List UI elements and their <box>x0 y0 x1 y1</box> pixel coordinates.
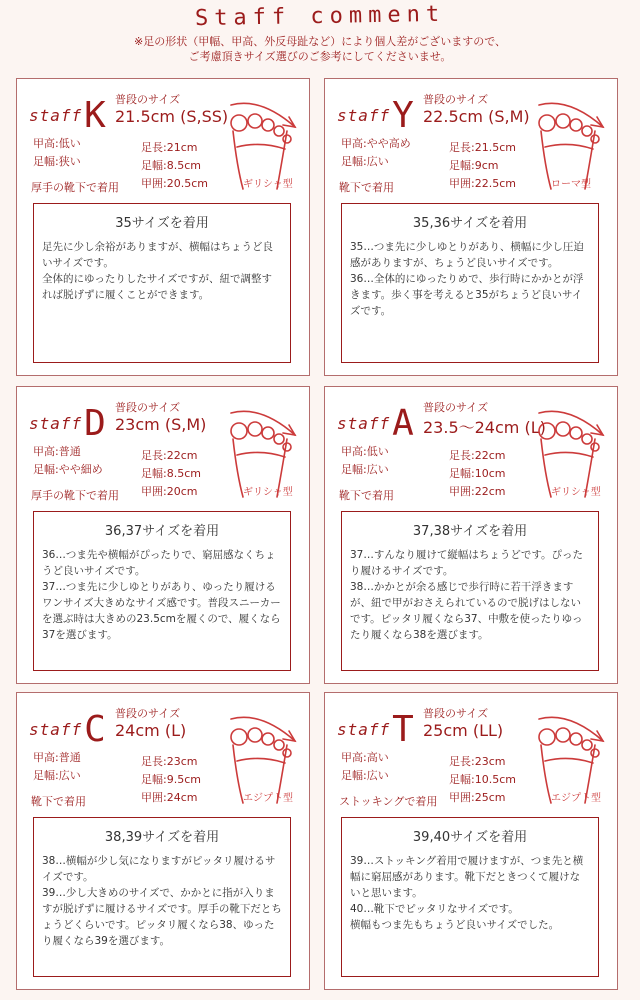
staff-initial: C <box>84 709 107 750</box>
signature-text: staff <box>29 106 83 125</box>
socks-note: ストッキングで着用 <box>339 795 438 808</box>
foot-attributes <box>341 749 389 785</box>
signature-text: staff <box>29 414 83 433</box>
staff-initial: D <box>84 403 107 444</box>
socks-note: 靴下で着用 <box>31 795 86 808</box>
foot-width: 足幅:10cm <box>449 467 506 480</box>
staff-signature <box>337 95 415 136</box>
usual-size-value: 23.5〜24cm (L) <box>423 418 546 437</box>
usual-size-value: 22.5cm (S,M) <box>423 107 530 126</box>
instep-height: 甲高:普通 <box>33 445 81 458</box>
staff-card-k <box>16 78 310 376</box>
worn-size-heading: 37,38サイズを着用 <box>412 524 528 539</box>
foot-length: 足長:21.5cm <box>449 141 516 154</box>
foot-measurements <box>449 139 516 193</box>
staff-card-c <box>16 692 310 990</box>
instep-height: 甲高:低い <box>33 137 81 150</box>
foot-width: 足幅:8.5cm <box>141 467 201 480</box>
signature-text: staff <box>337 720 391 739</box>
usual-size-label: 普段のサイズ <box>115 401 181 414</box>
worn-size-heading: 36,37サイズを着用 <box>104 524 220 539</box>
comment-body: 足先に少し余裕がありますが、横幅はちょうど良いサイズです。 全体的にゆったりしたサイズですが、紐で調整すれば脱げずに履くことができます。 <box>42 241 273 301</box>
foot-sketch-icon <box>221 701 301 811</box>
foot-attributes <box>33 443 103 479</box>
comment-body: 39…ストッキング着用で履けますが、つま先と横幅に窮屈感があります。靴下だときつくて履けないと思います。 40…靴下でピッタリなサイズです。 横幅もつま先もちょうど良いサイズでした。 <box>350 855 584 931</box>
foot-type-label: ギリシャ型 <box>243 487 293 498</box>
staff-signature <box>29 403 107 444</box>
foot-width: 足幅:9cm <box>449 159 499 172</box>
foot-measurements <box>141 753 201 807</box>
instep-height: 甲高:高い <box>341 751 389 764</box>
usual-size-label: 普段のサイズ <box>423 707 489 720</box>
usual-size-value: 25cm (LL) <box>423 721 504 740</box>
foot-length: 足長:22cm <box>141 449 198 462</box>
staff-card-a <box>324 386 618 684</box>
signature-text: staff <box>337 414 391 433</box>
foot-sketch-icon <box>529 87 609 197</box>
staff-card-t <box>324 692 618 990</box>
foot-width-desc: 足幅:広い <box>341 769 389 782</box>
foot-length: 足長:21cm <box>141 141 198 154</box>
page-title: Staff comment <box>194 1 446 32</box>
foot-sketch-icon <box>529 701 609 811</box>
comment-box <box>341 511 599 671</box>
instep-girth: 甲囲:20cm <box>141 485 198 498</box>
foot-width-desc: 足幅:広い <box>33 769 81 782</box>
sizing-note <box>0 34 640 64</box>
staff-initial: K <box>84 95 107 136</box>
foot-measurements <box>141 447 201 501</box>
usual-size-label: 普段のサイズ <box>423 401 489 414</box>
comment-body: 36…つま先や横幅がぴったりで、窮屈感なくちょうど良いサイズです。 37…つま先に少しゆとりがあり、ゆったり履けるワンサイズ大きめなサイズ感です。普段スニーカーを選ぶ時は大きめの23.5cmを履くので、履くなら37を選びます。 <box>42 549 281 641</box>
foot-measurements <box>449 753 516 807</box>
foot-width: 足幅:8.5cm <box>141 159 201 172</box>
foot-measurements <box>141 139 208 193</box>
comment-box <box>33 203 291 363</box>
signature-text: staff <box>29 720 83 739</box>
usual-size-label: 普段のサイズ <box>115 93 181 106</box>
instep-girth: 甲囲:22cm <box>449 485 506 498</box>
staff-card-y <box>324 78 618 376</box>
comment-box <box>341 203 599 363</box>
foot-width-desc: 足幅:広い <box>341 155 389 168</box>
foot-width-desc: 足幅:広い <box>341 463 389 476</box>
worn-size-heading: 39,40サイズを着用 <box>412 830 528 845</box>
usual-size-value: 21.5cm (S,SS) <box>115 107 229 126</box>
comment-box <box>341 817 599 977</box>
socks-note: 厚手の靴下で着用 <box>31 181 119 194</box>
header <box>0 0 640 74</box>
comment-body: 35…つま先に少しゆとりがあり、横幅に少し圧迫感がありますが、ちょうど良いサイズです。 36…全体的にゆったりめで、歩行時にかかとが浮きます。歩く事を考えると35がちょうど良いサイズです。 <box>350 241 584 317</box>
instep-girth: 甲囲:22.5cm <box>449 177 516 190</box>
socks-note: 厚手の靴下で着用 <box>31 489 119 502</box>
socks-note: 靴下で着用 <box>339 181 394 194</box>
instep-girth: 甲囲:20.5cm <box>141 177 208 190</box>
staff-signature <box>337 709 415 750</box>
instep-girth: 甲囲:25cm <box>449 791 506 804</box>
foot-measurements <box>449 447 505 501</box>
foot-attributes <box>33 135 81 171</box>
foot-width: 足幅:9.5cm <box>141 773 201 786</box>
instep-height: 甲高:低い <box>341 445 389 458</box>
comment-body: 38…横幅が少し気になりますがピッタリ履けるサイズです。 39…少し大きめのサイズで、かかとに指が入りますが脱げずに履けるサイズです。厚手の靴下だとちょうどくらいです。ピッタリ履くなら38、ゆったり履くなら39を選びます。 <box>42 855 282 947</box>
usual-size-value: 23cm (S,M) <box>115 415 207 434</box>
foot-type-label: ローマ型 <box>551 179 591 190</box>
staff-initial: A <box>392 403 415 444</box>
foot-type-label: エジプト型 <box>243 793 293 804</box>
foot-attributes <box>341 443 389 479</box>
sizing-note-line-1: ※足の形状（甲幅、甲高、外反母趾など）により個人差がございますので、 <box>134 35 506 48</box>
staff-signature <box>29 95 107 136</box>
foot-sketch-icon <box>529 395 609 505</box>
usual-size-value: 24cm (L) <box>115 721 187 740</box>
staff-card-d <box>16 386 310 684</box>
foot-length: 足長:23cm <box>449 755 506 768</box>
staff-signature <box>29 709 107 750</box>
worn-size-heading: 38,39サイズを着用 <box>104 830 220 845</box>
staff-signature <box>337 403 415 444</box>
comment-box <box>33 817 291 977</box>
foot-attributes <box>341 135 411 171</box>
foot-sketch-icon <box>221 87 301 197</box>
foot-width-desc: 足幅:やや細め <box>33 463 103 476</box>
socks-note: 靴下で着用 <box>339 489 394 502</box>
worn-size-heading: 35サイズを着用 <box>115 216 209 231</box>
comment-box <box>33 511 291 671</box>
comment-body: 37…すんなり履けて縦幅はちょうどです。ぴったり履けるサイズです。 38…かかとが余る感じで歩行時に若干浮きますが、紐で甲がおさえられているので脱げはしないです。ピッタリ履くなら37、中敷を使ったりゆったり履くなら38を選びます。 <box>350 549 584 641</box>
foot-sketch-icon <box>221 395 301 505</box>
instep-girth: 甲囲:24cm <box>141 791 198 804</box>
instep-height: 甲高:やや高め <box>341 137 411 150</box>
foot-width-desc: 足幅:狭い <box>33 155 81 168</box>
sizing-note-line-2: ご考慮頂きサイズ選びのご参考にしてくださいませ。 <box>188 50 452 63</box>
foot-length: 足長:23cm <box>141 755 198 768</box>
signature-text: staff <box>337 106 391 125</box>
foot-type-label: エジプト型 <box>551 793 601 804</box>
foot-attributes <box>33 749 81 785</box>
foot-length: 足長:22cm <box>449 449 506 462</box>
worn-size-heading: 35,36サイズを着用 <box>412 216 528 231</box>
instep-height: 甲高:普通 <box>33 751 81 764</box>
foot-width: 足幅:10.5cm <box>449 773 516 786</box>
staff-initial: Y <box>392 95 415 136</box>
usual-size-label: 普段のサイズ <box>423 93 489 106</box>
foot-type-label: ギリシャ型 <box>243 179 293 190</box>
staff-initial: T <box>392 709 415 750</box>
foot-type-label: ギリシャ型 <box>551 487 601 498</box>
usual-size-label: 普段のサイズ <box>115 707 181 720</box>
